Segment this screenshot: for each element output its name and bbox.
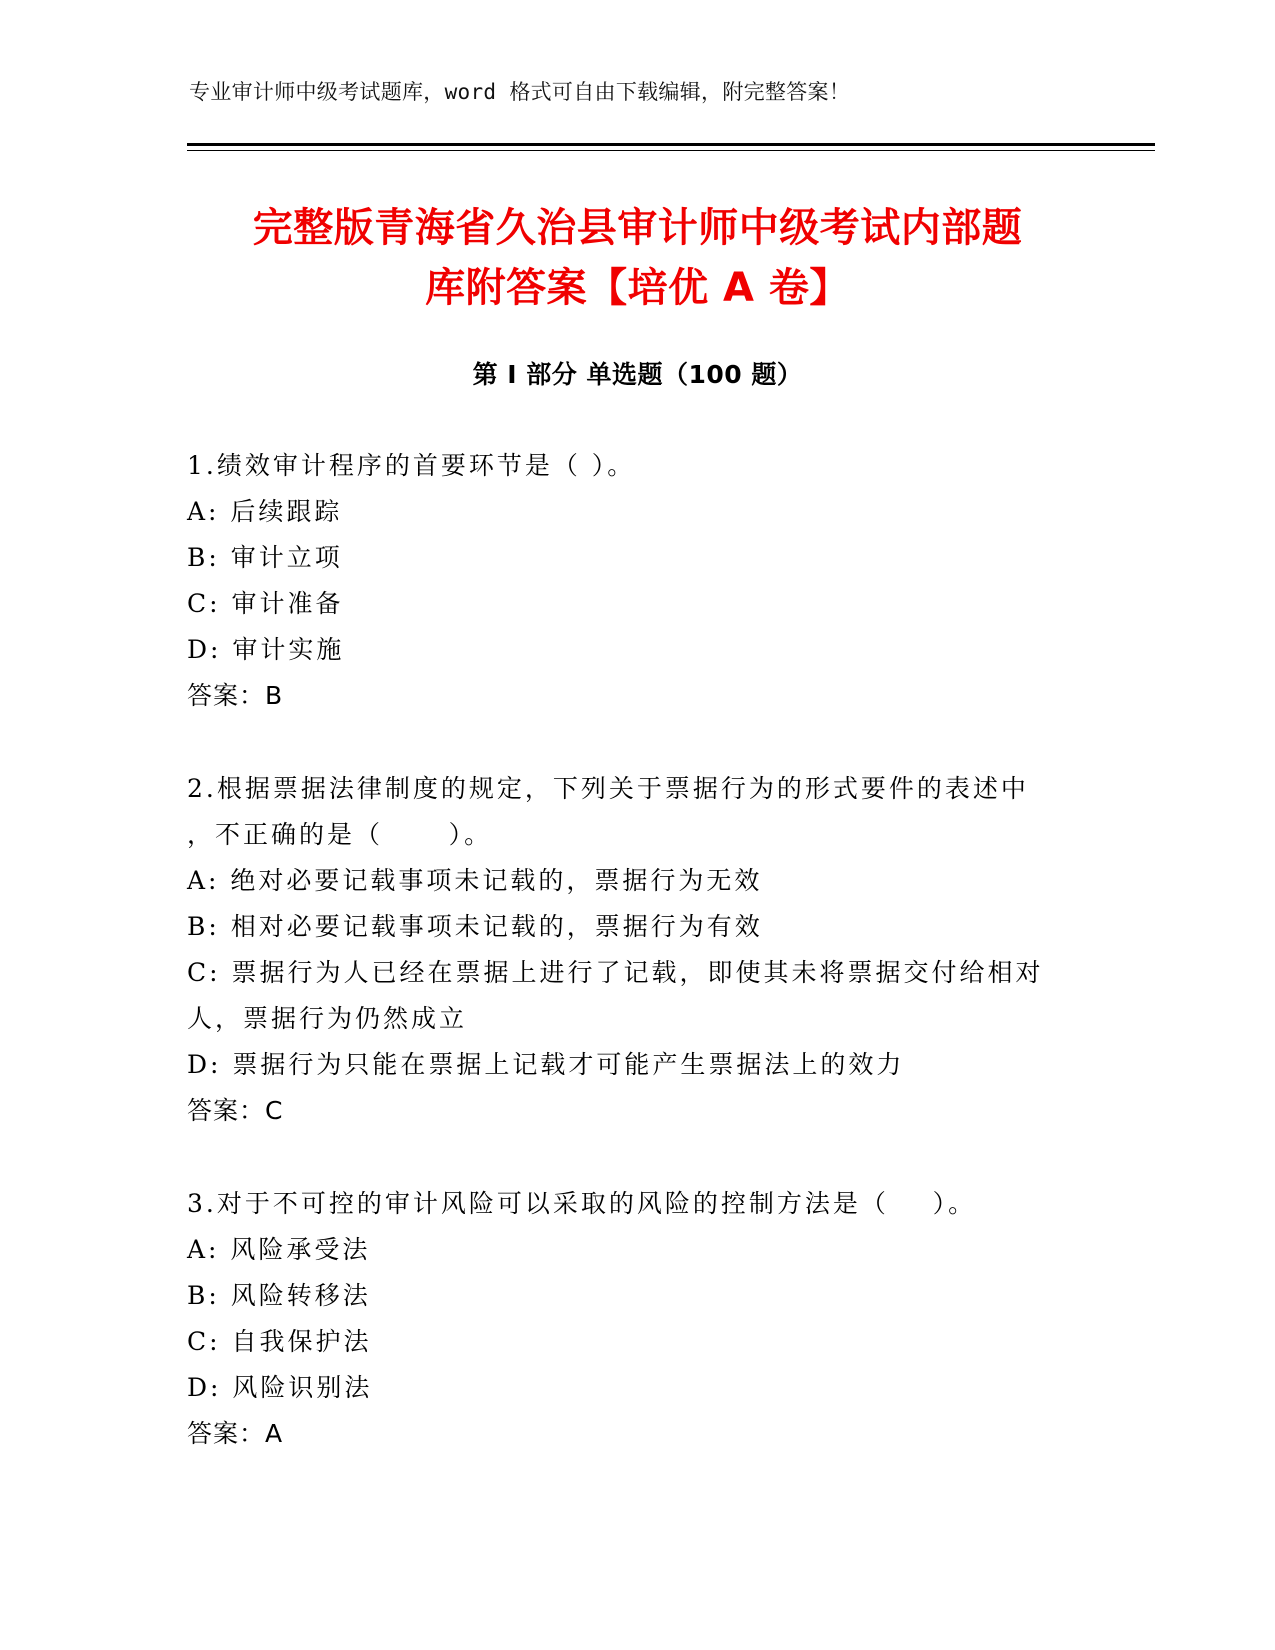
- question-3-option-d: D: 风险识别法: [187, 1373, 373, 1402]
- question-1-option-c: C: 审计准备: [187, 589, 344, 618]
- document-title: [150, 198, 1125, 318]
- question-2-answer: 答案：C: [187, 1096, 284, 1125]
- question-2-option-a: A: 绝对必要记载事项未记载的，票据行为无效: [187, 866, 763, 895]
- question-1-answer: 答案：B: [187, 681, 284, 710]
- question-2-stem-line-1: 2.根据票据法律制度的规定，下列关于票据行为的形式要件的表述中: [187, 774, 1029, 803]
- question-2: [187, 766, 1077, 1134]
- question-2-option-d: D: 票据行为只能在票据上记载才可能产生票据法上的效力: [187, 1050, 905, 1079]
- header-rule-thick: [187, 143, 1155, 146]
- question-list: [187, 443, 1077, 1504]
- question-2-option-c-line-1: C: 票据行为人已经在票据上进行了记载，即使其未将票据交付给相对: [187, 958, 1044, 987]
- question-1-option-d: D: 审计实施: [187, 635, 345, 664]
- question-1: [187, 443, 1077, 719]
- question-2-option-c-line-2: 人，票据行为仍然成立: [187, 1004, 468, 1033]
- question-3-option-c: C: 自我保护法: [187, 1327, 372, 1356]
- header-note: 专业审计师中级考试题库，word 格式可自由下载编辑，附完整答案！: [189, 80, 851, 104]
- document-title-line-1: 完整版青海省久治县审计师中级考试内部题: [252, 205, 1023, 251]
- question-1-stem: 1.绩效审计程序的首要环节是（ ）。: [187, 451, 636, 480]
- section-heading: 第 I 部分 单选题（100 题）: [472, 360, 803, 389]
- question-1-option-a: A: 后续跟踪: [187, 497, 343, 526]
- question-3-option-a: A: 风险承受法: [187, 1235, 371, 1264]
- question-3-answer: 答案：A: [187, 1419, 284, 1448]
- question-3-option-b: B: 风险转移法: [187, 1281, 371, 1310]
- question-1-option-b: B: 审计立项: [187, 543, 343, 572]
- question-2-stem-line-2: ，不正确的是（ ）。: [187, 820, 493, 849]
- header-rule-thin: [187, 150, 1155, 151]
- question-3: [187, 1181, 1077, 1457]
- question-3-stem: 3.对于不可控的审计风险可以采取的风险的控制方法是（ ）。: [187, 1189, 977, 1218]
- document-title-line-2: 库附答案【培优 A 卷】: [425, 265, 850, 311]
- question-2-option-b: B: 相对必要记载事项未记载的，票据行为有效: [187, 912, 763, 941]
